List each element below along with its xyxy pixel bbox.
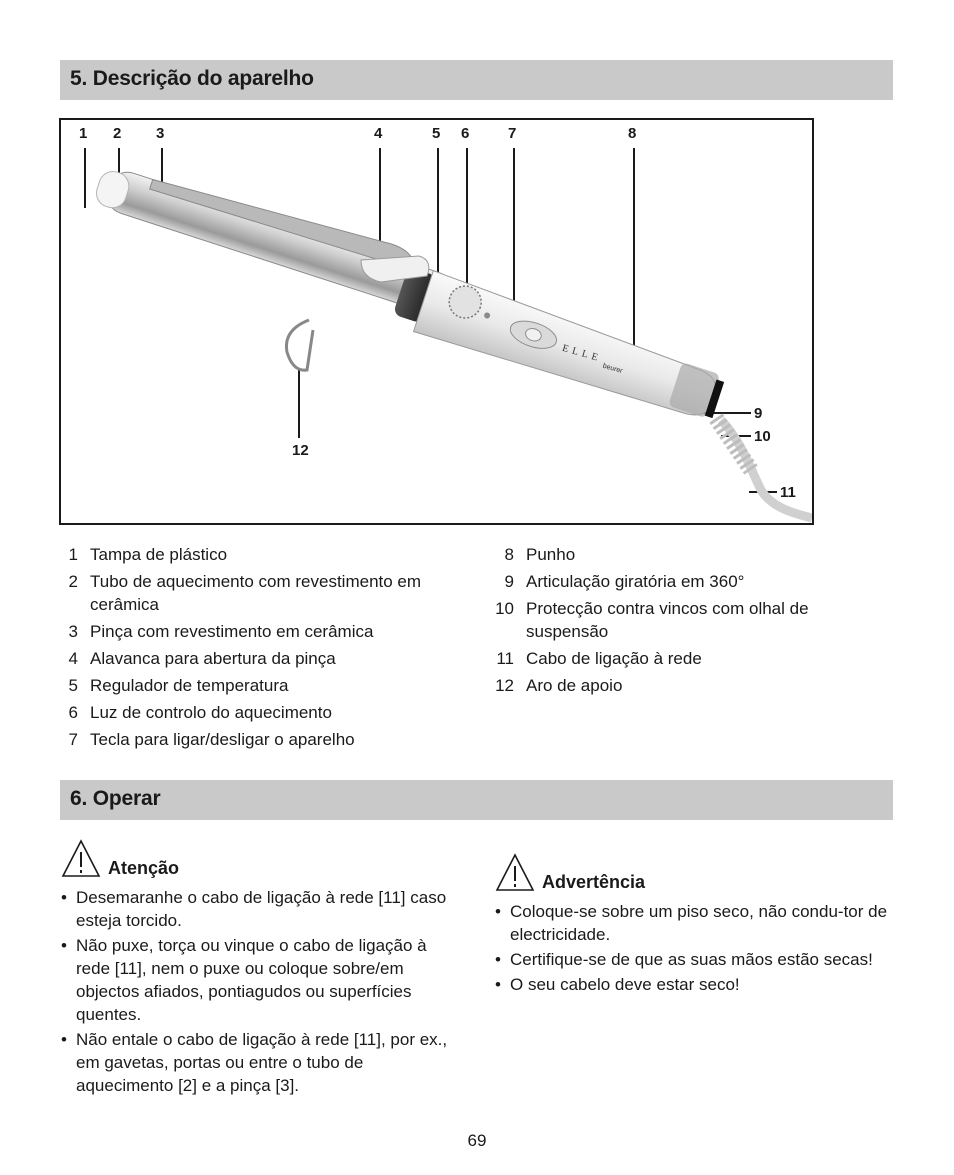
section-header-operate	[60, 780, 893, 820]
warning-title: Advertência	[542, 872, 646, 892]
legend-item: 1 Tampa de plástico	[68, 545, 228, 564]
list-item: • Desemaranhe o cabo de ligação à rede [11] caso esteja torcido.	[60, 886, 465, 932]
legend-item: 11 Cabo de ligação à rede	[496, 649, 702, 668]
warning-triangle-icon	[60, 838, 102, 880]
warning-list	[494, 900, 889, 996]
legend-item: 3 Pinça com revestimento em cerâmica	[68, 622, 374, 641]
parts-legend-left	[50, 543, 470, 755]
section-title: 6. Operar	[70, 787, 161, 810]
legend-item: 8 Punho	[504, 545, 576, 564]
callout-9: 9	[754, 405, 763, 422]
legend-item: 9 Articulação giratória em 360°	[504, 572, 745, 591]
callout-11: 11	[780, 484, 796, 501]
attention-block	[60, 838, 465, 1099]
callout-8: 8	[628, 125, 637, 142]
callout-6: 6	[461, 125, 470, 142]
curling-iron-drawing	[61, 120, 812, 523]
callout-7: 7	[508, 125, 517, 142]
legend-item: 5 Regulador de temperatura	[68, 676, 289, 695]
brand-beurer: beurer	[601, 362, 624, 376]
callout-10: 10	[754, 428, 771, 445]
page-number: 69	[467, 1131, 487, 1150]
warning-triangle-icon	[494, 852, 536, 894]
section-title: 5. Descrição do aparelho	[70, 67, 314, 90]
legend-item: 2 Tubo de aquecimento com revestimento em cerâmica	[68, 572, 422, 614]
attention-title: Atenção	[108, 858, 180, 878]
device-illustration	[59, 118, 814, 525]
legend-item: 6 Luz de controlo do aquecimento	[68, 703, 332, 722]
legend-item: 12 Aro de apoio	[495, 676, 623, 695]
callout-5: 5	[432, 125, 441, 142]
callout-1: 1	[79, 125, 88, 142]
callout-12: 12	[292, 442, 309, 459]
warning-block	[494, 852, 889, 998]
legend-item: 7 Tecla para ligar/desligar o aparelho	[68, 730, 355, 749]
legend-item: 4 Alavanca para abertura da pinça	[68, 649, 336, 668]
warning-header	[494, 852, 889, 900]
list-item: • Coloque-se sobre um piso seco, não condu-tor de electricidade.	[494, 900, 889, 946]
list-item: • Certifique-se de que as suas mãos estão secas!	[494, 948, 889, 971]
section-header-description	[60, 60, 893, 100]
attention-list	[60, 886, 465, 1097]
attention-header	[60, 838, 465, 886]
legend-item: 10 Protecção contra vincos com olhal de suspensão	[495, 599, 809, 641]
list-item: • Não entale o cabo de ligação à rede [11], por ex., em gavetas, portas ou entre o tubo de aquecimento [2] e a pinça [3].	[60, 1028, 465, 1097]
callout-4: 4	[374, 125, 383, 142]
parts-legend-right	[486, 543, 886, 701]
list-item: • O seu cabelo deve estar seco!	[494, 973, 889, 996]
list-item: • Não puxe, torça ou vinque o cabo de ligação à rede [11], nem o puxe ou coloque sobre/em objectos afiados, pontiagudos ou superfícies quentes.	[60, 934, 465, 1026]
brand-elle: ELLE	[560, 342, 603, 365]
callout-3: 3	[156, 125, 165, 142]
callout-2: 2	[113, 125, 122, 142]
